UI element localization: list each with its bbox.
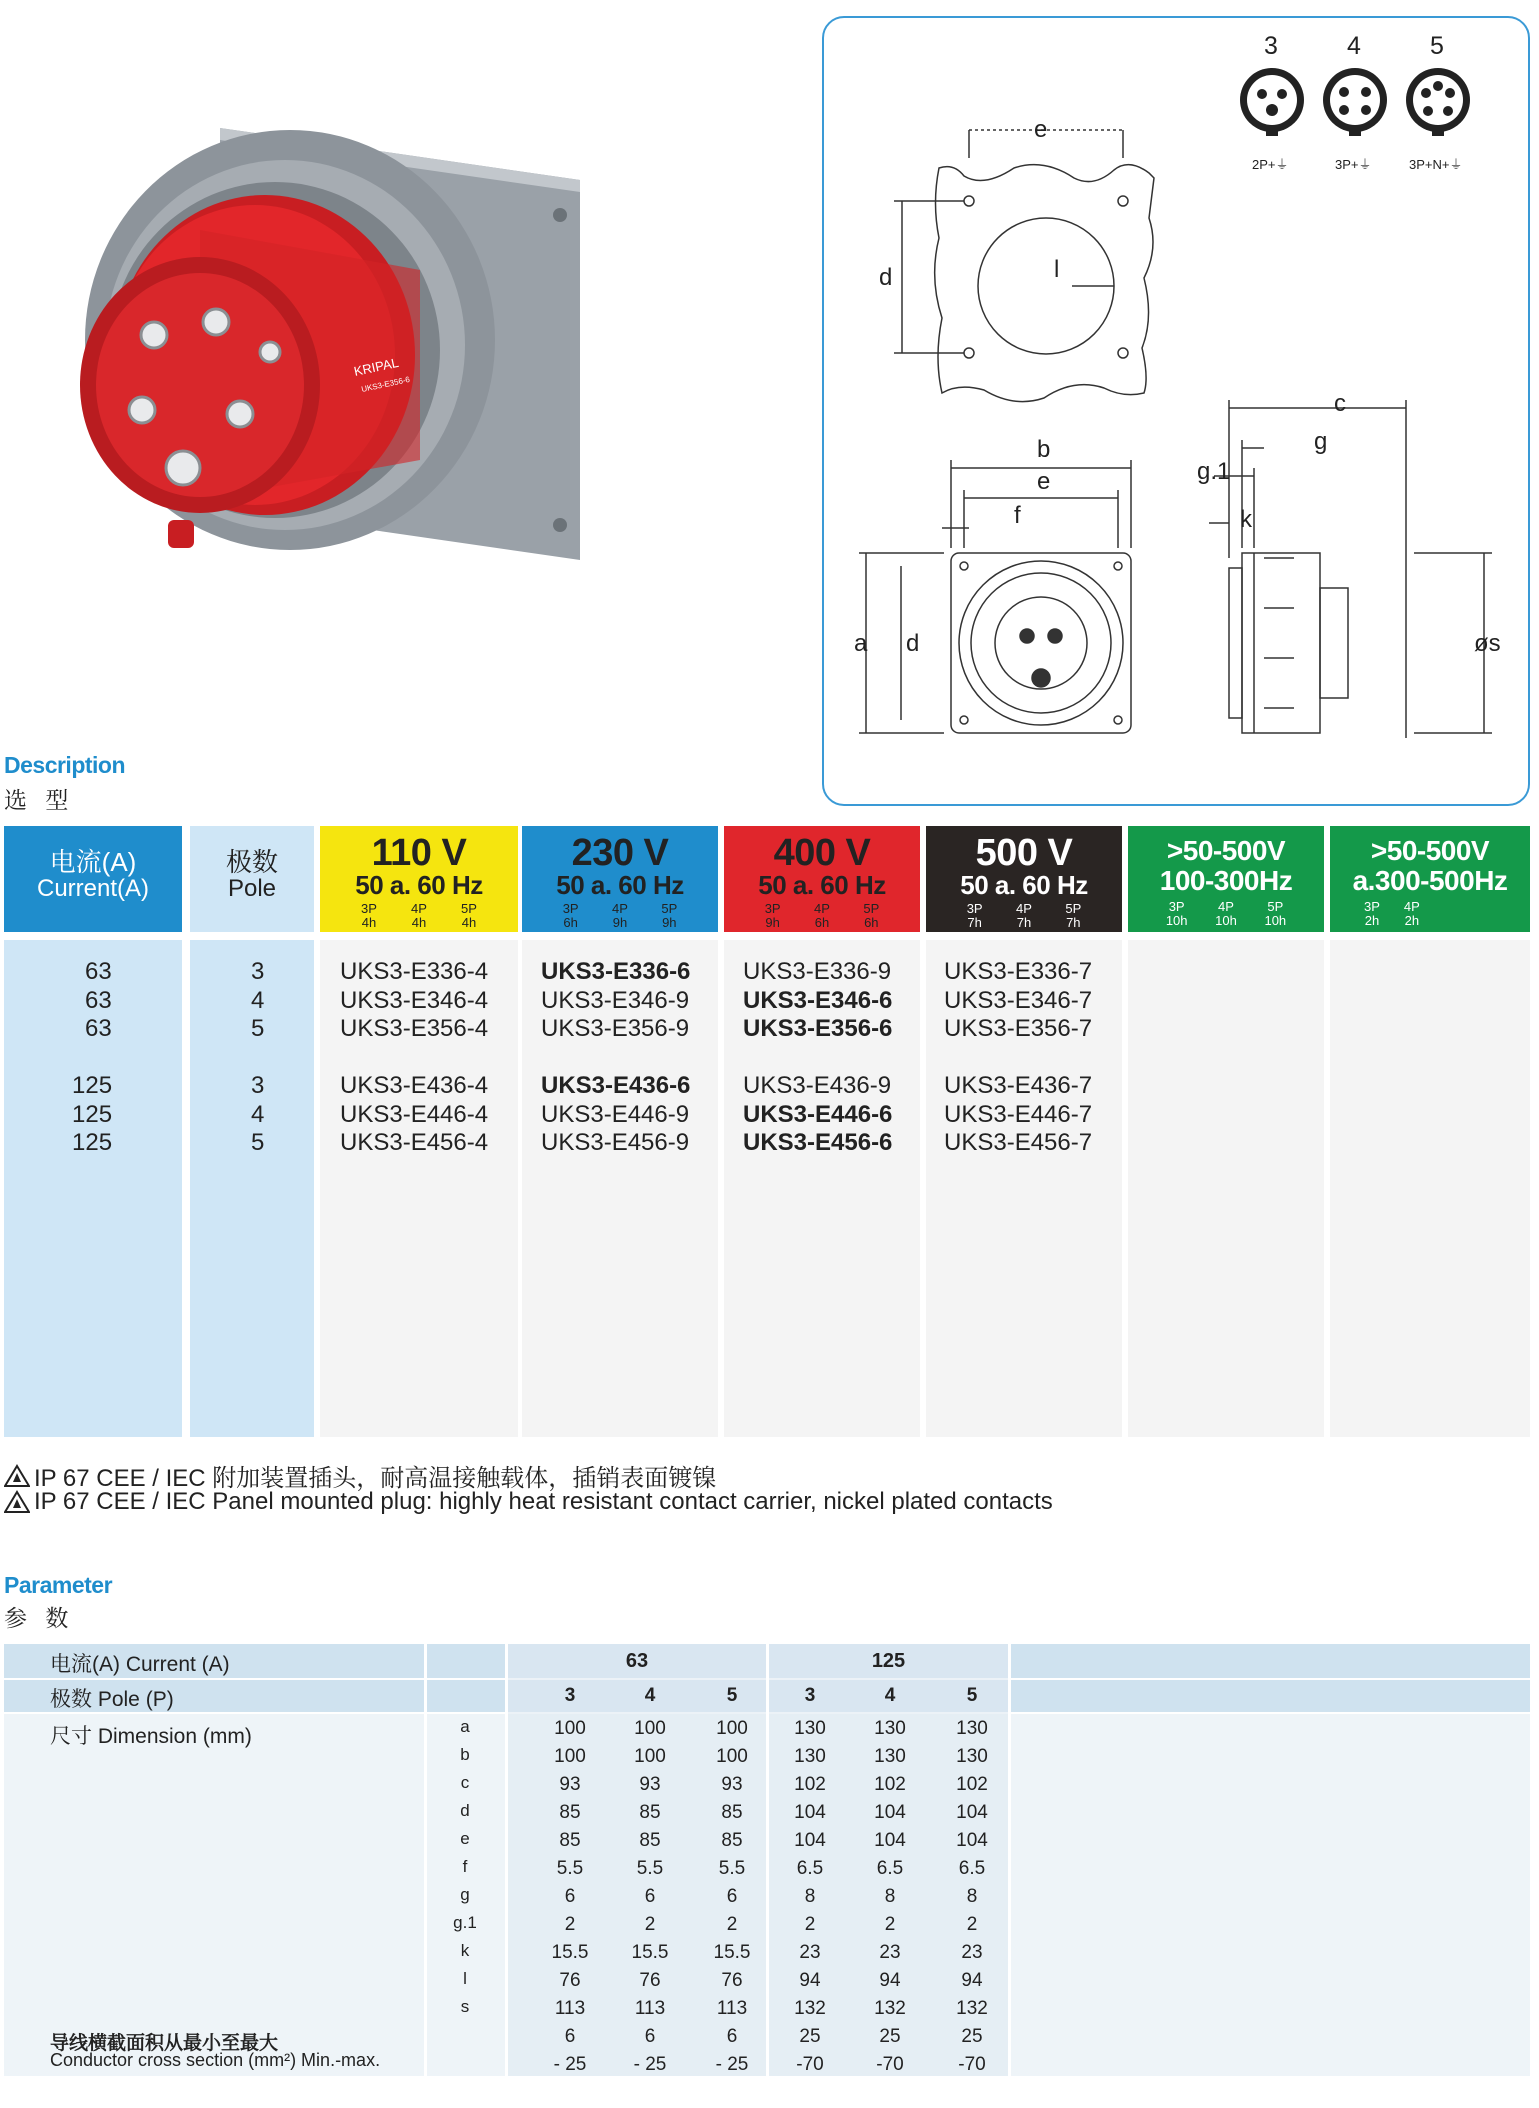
row-3-current: 63	[85, 1015, 112, 1042]
dimension-value-g1-4: 2	[804, 1914, 816, 1935]
dimension-value-c-2: 93	[639, 1774, 661, 1795]
dimension-value-s-6: 132	[956, 1998, 988, 2019]
dimension-value-b-1: 100	[554, 1746, 586, 1767]
dimension-value-k-1: 15.5	[551, 1942, 589, 1963]
dimension-value-g-4: 8	[804, 1886, 816, 1907]
dimension-value-a-4: 130	[794, 1718, 826, 1739]
dimension-value-k-6: 23	[961, 1942, 983, 1963]
param-group-125: 125	[871, 1650, 906, 1672]
header-current: 电流(A) Current(A)	[4, 826, 182, 932]
dimension-value-s-1: 113	[554, 1998, 586, 2019]
conductor-max-4: -70	[796, 2054, 824, 2075]
row-1-current: 63	[85, 958, 112, 985]
dimension-key-a: a	[460, 1717, 470, 1736]
dimension-key-f: f	[462, 1857, 468, 1876]
dimension-value-b-6: 130	[956, 1746, 988, 1767]
row-1-pole: 3	[251, 958, 265, 985]
dimension-key-d: d	[460, 1801, 470, 1820]
dimension-value-e-3: 85	[721, 1830, 743, 1851]
dimension-value-c-6: 102	[956, 1774, 988, 1795]
code-110v-row-3: UKS3-E356-4	[340, 1015, 489, 1042]
dimension-value-f-2: 5.5	[636, 1858, 664, 1879]
dimension-value-f-3: 5.5	[718, 1858, 746, 1879]
dimension-value-c-4: 102	[794, 1774, 826, 1795]
code-110v-row-2: UKS3-E346-4	[340, 986, 489, 1014]
dimension-value-a-3: 100	[716, 1718, 748, 1739]
param-current-label: 电流(A) Current (A)	[50, 1653, 230, 1676]
param-dimension-label: 尺寸 Dimension (mm)	[50, 1725, 252, 1748]
conductor-min-4: 25	[799, 2026, 821, 2047]
param-pole-col-6: 5	[966, 1685, 978, 1706]
conductor-label-zh: 导线横截面积从最小至最大	[50, 2033, 279, 2054]
dimension-value-g1-1: 2	[564, 1914, 576, 1935]
pin-config-3p-earth: 3P+⏚	[1335, 157, 1372, 172]
model-marking: UKS3-E356-6	[360, 374, 411, 394]
dimension-value-l-4: 94	[799, 1970, 821, 1991]
dimension-drawing	[822, 16, 1530, 806]
dimension-value-s-3: 113	[716, 1998, 748, 2019]
dimension-value-g-2: 6	[644, 1886, 656, 1907]
code-500v-row-4: UKS3-E436-7	[944, 1072, 1093, 1099]
header-100-300hz: >50-500V 100-300Hz 3P 10h 4P 10h 5P 10h	[1128, 826, 1324, 932]
dim-label-e-front: e	[1037, 468, 1051, 495]
dimension-value-b-3: 100	[716, 1746, 748, 1767]
dimension-value-e-4: 104	[794, 1830, 826, 1851]
code-400v-row-1: UKS3-E336-9	[743, 958, 892, 985]
param-divider-4	[1008, 1644, 1011, 2076]
dimension-value-d-2: 85	[639, 1802, 661, 1823]
conductor-max-5: -70	[876, 2054, 904, 2075]
parameter-title-zh: 参 数	[4, 1605, 75, 1631]
dimension-key-s: s	[460, 1997, 470, 2016]
dimension-value-a-2: 100	[634, 1718, 666, 1739]
conductor-min-1: 6	[564, 2026, 576, 2047]
param-pole-col-5: 4	[884, 1685, 896, 1706]
conductor-max-1: - 25	[553, 2054, 587, 2075]
row-4-pole: 3	[251, 1072, 265, 1099]
dimension-value-b-2: 100	[634, 1746, 666, 1767]
brand-marking: KRIPAL	[352, 354, 400, 379]
dimension-key-k: k	[460, 1941, 470, 1960]
row-2-pole: 4	[251, 986, 265, 1014]
dimension-value-g1-3: 2	[726, 1914, 738, 1935]
conductor-max-3: - 25	[715, 2054, 749, 2075]
panel-cutout-view	[894, 130, 1154, 402]
dimension-value-g-6: 8	[966, 1886, 978, 1907]
dim-label-b: b	[1037, 436, 1051, 463]
dimension-value-s-4: 132	[794, 1998, 826, 2019]
dim-label-d-front: d	[906, 630, 920, 657]
conductor-min-2: 6	[644, 2026, 656, 2047]
dimension-value-e-6: 104	[956, 1830, 988, 1851]
row-4-current: 125	[72, 1072, 113, 1099]
header-500v: 500 V 50 a. 60 Hz 3P 7h 4P 7h 5P 7h	[926, 826, 1122, 932]
dimension-value-c-1: 93	[559, 1774, 581, 1795]
dimension-value-g1-5: 2	[884, 1914, 896, 1935]
code-110v-row-6: UKS3-E456-4	[340, 1129, 489, 1156]
dim-label-c: c	[1334, 390, 1346, 417]
dimension-value-c-5: 102	[874, 1774, 906, 1795]
col-bg-300-500hz	[1330, 940, 1530, 1437]
dimension-value-e-1: 85	[559, 1830, 581, 1851]
code-110v-row-1: UKS3-E336-4	[340, 958, 489, 985]
row-2-current: 63	[85, 986, 112, 1014]
dimension-key-b: b	[460, 1745, 470, 1764]
code-230v-row-3: UKS3-E356-9	[541, 1015, 690, 1042]
header-110v: 110 V 50 a. 60 Hz 3P 4h 4P 4h 5P 4h	[320, 826, 518, 932]
code-500v-row-6: UKS3-E456-7	[944, 1129, 1093, 1156]
code-500v-row-2: UKS3-E346-7	[944, 986, 1093, 1014]
dim-label-a: a	[854, 630, 868, 657]
dim-label-e-top: e	[1034, 116, 1048, 143]
dimension-value-d-6: 104	[956, 1802, 988, 1823]
product-photo	[50, 120, 590, 620]
dimension-value-d-3: 85	[721, 1802, 743, 1823]
dimension-value-s-5: 132	[874, 1998, 906, 2019]
dim-label-l: l	[1054, 256, 1060, 283]
dimension-value-d-1: 85	[559, 1802, 581, 1823]
code-230v-row-5: UKS3-E446-9	[541, 1100, 690, 1128]
conductor-max-2: - 25	[633, 2054, 667, 2075]
front-view	[859, 460, 1131, 733]
code-400v-row-5: UKS3-E446-6	[743, 1100, 893, 1128]
dimension-value-e-2: 85	[639, 1830, 661, 1851]
pin-diagram-4	[1323, 68, 1387, 136]
dimension-key-g1: g.1	[453, 1913, 477, 1932]
dimension-key-g: g	[460, 1885, 470, 1904]
code-500v-row-5: UKS3-E446-7	[944, 1100, 1093, 1128]
dimension-value-g-3: 6	[726, 1886, 738, 1907]
warning-triangle-icon	[4, 1464, 30, 1488]
parameter-title-en: Parameter	[4, 1572, 113, 1598]
dimension-value-g1-6: 2	[966, 1914, 978, 1935]
dimension-value-l-5: 94	[879, 1970, 901, 1991]
note-en: IP 67 CEE / IEC Panel mounted plug: highly heat resistant contact carrier, nickel plated contacts	[4, 1488, 1053, 1516]
param-pole-col-2: 4	[644, 1685, 656, 1706]
pin-config-3pn-earth: 3P+N+⏚	[1409, 157, 1463, 172]
dimension-value-d-4: 104	[794, 1802, 826, 1823]
code-110v-row-4: UKS3-E436-4	[340, 1072, 489, 1099]
dimension-value-k-2: 15.5	[631, 1942, 669, 1963]
dimension-value-k-5: 23	[879, 1942, 901, 1963]
dim-label-g1: g.1	[1197, 458, 1231, 485]
row-6-pole: 5	[251, 1129, 265, 1156]
description-title-en: Description	[4, 752, 126, 778]
conductor-max-6: -70	[958, 2054, 986, 2075]
row-6-current: 125	[72, 1129, 113, 1156]
dimension-value-l-6: 94	[961, 1970, 983, 1991]
dimension-value-d-5: 104	[874, 1802, 906, 1823]
param-pole-col-4: 3	[804, 1685, 816, 1706]
code-500v-row-3: UKS3-E356-7	[944, 1015, 1093, 1042]
pin-count-3: 3	[1264, 32, 1278, 60]
code-230v-row-6: UKS3-E456-9	[541, 1129, 690, 1156]
conductor-label-en: Conductor cross section (mm²) Min.-max.	[50, 2050, 381, 2070]
code-230v-row-2: UKS3-E346-9	[541, 986, 690, 1014]
header-300-500hz: >50-500V a.300-500Hz 3P 2h 4P 2h	[1330, 826, 1530, 932]
dimension-key-e: e	[460, 1829, 470, 1848]
dimension-value-f-1: 5.5	[556, 1858, 584, 1879]
dimension-value-f-4: 6.5	[796, 1858, 824, 1879]
dimension-key-c: c	[460, 1773, 470, 1792]
dimension-value-g-5: 8	[884, 1886, 896, 1907]
param-pole-col-1: 3	[564, 1685, 576, 1706]
dimension-value-l-1: 76	[559, 1970, 581, 1991]
code-110v-row-5: UKS3-E446-4	[340, 1100, 489, 1128]
header-pole: 极数 Pole	[190, 826, 314, 932]
dim-label-s: øs	[1474, 630, 1501, 657]
dimension-key-l: l	[463, 1969, 467, 1988]
param-pole-label: 极数 Pole (P)	[50, 1688, 174, 1711]
code-500v-row-1: UKS3-E336-7	[944, 958, 1093, 985]
dim-label-g: g	[1314, 428, 1328, 455]
row-5-current: 125	[72, 1100, 113, 1128]
row-5-pole: 4	[251, 1100, 265, 1128]
code-230v-row-1: UKS3-E336-6	[541, 958, 691, 985]
code-400v-row-4: UKS3-E436-9	[743, 1072, 892, 1099]
code-230v-row-4: UKS3-E436-6	[541, 1072, 691, 1099]
code-400v-row-2: UKS3-E346-6	[743, 986, 893, 1014]
dimension-value-f-6: 6.5	[958, 1858, 986, 1879]
pin-diagram-3	[1240, 68, 1304, 136]
dimension-value-a-1: 100	[554, 1718, 586, 1739]
dimension-value-k-4: 23	[799, 1942, 821, 1963]
warning-triangle-icon	[4, 1490, 30, 1514]
note-zh: IP 67 CEE / IEC 附加装置插头，耐高温接触载体，插销表面镀镍	[4, 1458, 716, 1493]
dimension-value-a-5: 130	[874, 1718, 906, 1739]
conductor-min-3: 6	[726, 2026, 738, 2047]
pin-config-2p-earth: 2P+⏚	[1252, 157, 1289, 172]
header-400v: 400 V 50 a. 60 Hz 3P 9h 4P 6h 5P 6h	[724, 826, 920, 932]
dim-label-f: f	[1014, 502, 1021, 529]
dimension-value-l-3: 76	[721, 1970, 743, 1991]
dim-label-d-top: d	[879, 264, 893, 291]
dimension-value-e-5: 104	[874, 1830, 906, 1851]
code-400v-row-3: UKS3-E356-6	[743, 1015, 893, 1042]
param-pole-col-3: 5	[726, 1685, 738, 1706]
dimension-value-l-2: 76	[639, 1970, 661, 1991]
dimension-value-k-3: 15.5	[713, 1942, 751, 1963]
conductor-min-6: 25	[961, 2026, 983, 2047]
dimension-value-c-3: 93	[721, 1774, 743, 1795]
pin-count-5: 5	[1430, 32, 1444, 60]
dimension-value-f-5: 6.5	[876, 1858, 904, 1879]
col-bg-100-300hz	[1128, 940, 1324, 1437]
dim-label-k: k	[1240, 506, 1252, 533]
description-title-zh: 选 型	[4, 787, 75, 813]
dimension-value-a-6: 130	[956, 1718, 988, 1739]
dimension-value-b-5: 130	[874, 1746, 906, 1767]
side-view	[1209, 400, 1492, 738]
row-3-pole: 5	[251, 1015, 265, 1042]
dimension-value-s-2: 113	[634, 1998, 666, 2019]
dimension-value-g1-2: 2	[644, 1914, 656, 1935]
dimension-value-g-1: 6	[564, 1886, 576, 1907]
code-400v-row-6: UKS3-E456-6	[743, 1129, 893, 1156]
param-group-63: 63	[625, 1650, 649, 1672]
conductor-min-5: 25	[879, 2026, 901, 2047]
param-divider-1	[424, 1644, 427, 2076]
header-230v: 230 V 50 a. 60 Hz 3P 6h 4P 9h 5P 9h	[522, 826, 718, 932]
pin-count-4: 4	[1347, 32, 1361, 60]
pin-diagram-5	[1406, 68, 1470, 136]
dimension-value-b-4: 130	[794, 1746, 826, 1767]
